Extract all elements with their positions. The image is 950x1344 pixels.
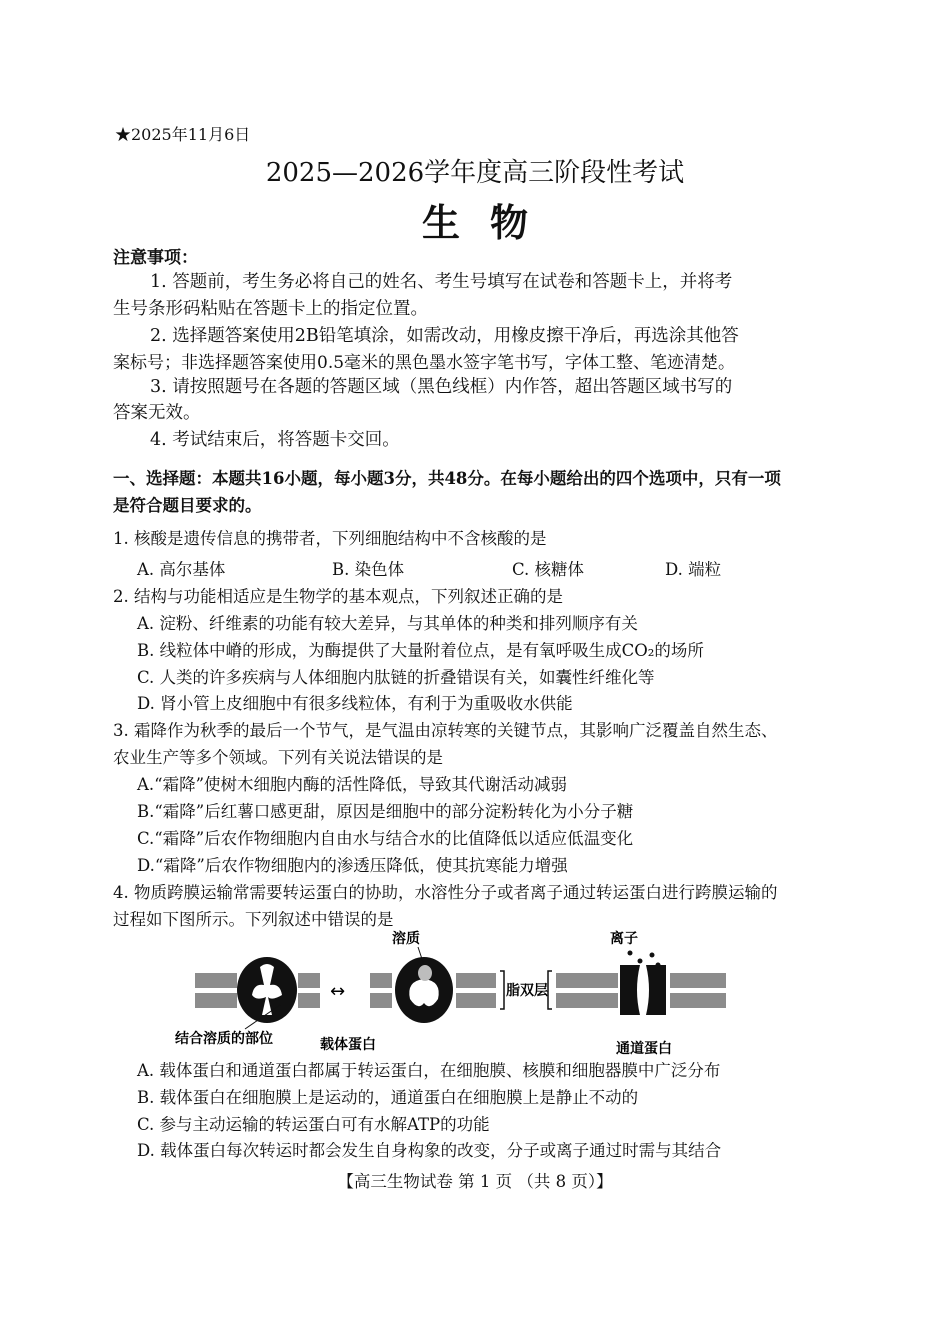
notice-line-3: 2. 选择题答案使用2B铅笔填涂，如需改动，用橡皮擦干净后，再选涂其他答 [150, 326, 739, 346]
q2-option-d: D. 肾小管上皮细胞中有很多线粒体，有利于为重吸收水供能 [137, 694, 573, 713]
solute-molecule-icon [418, 965, 432, 981]
q2-stem: 2. 结构与功能相适应是生物学的基本观点，下列叙述正确的是 [113, 587, 563, 606]
q1-option-b: B. 染色体 [332, 560, 405, 579]
q3-option-a: A.“霜降”使树木细胞内酶的活性降低，导致其代谢活动减弱 [137, 775, 568, 794]
q4-option-d: D. 载体蛋白每次转运时都会发生自身构象的改变，分子或离子通过时需与其结合 [137, 1141, 722, 1160]
q1-stem: 1. 核酸是遗传信息的携带者，下列细胞结构中不含核酸的是 [113, 529, 547, 548]
q3-option-b: B.“霜降”后红薯口感更甜，原因是细胞中的部分淀粉转化为小分子糖 [137, 802, 634, 821]
q2-option-b: B. 线粒体中嵴的形成，为酶提供了大量附着位点，是有氧呼吸生成CO₂的场所 [137, 641, 704, 660]
q3-option-d: D.“霜降”后农作物细胞内的渗透压降低，使其抗寒能力增强 [137, 856, 568, 875]
q3-option-c: C.“霜降”后农作物细胞内自由水与结合水的比值降低以适应低温变化 [137, 829, 634, 848]
q2-option-a: A. 淀粉、纤维素的功能有较大差异，与其单体的种类和排列顺序有关 [137, 614, 638, 633]
notice-line-4: 案标号；非选择题答案使用0.5毫米的黑色墨水签字笔书写，字体工整、笔迹清楚。 [113, 353, 736, 373]
q4-option-c: C. 参与主动运输的转运蛋白可有水解ATP的功能 [137, 1115, 490, 1134]
q4-option-b: B. 载体蛋白在细胞膜上是运动的，通道蛋白在细胞膜上是静止不动的 [137, 1088, 639, 1107]
transport-protein-figure [160, 925, 760, 1055]
section-heading-line-1: 一、选择题：本题共16小题，每小题3分，共48分。在每小题给出的四个选项中，只有一项 [113, 469, 781, 488]
q4-option-a: A. 载体蛋白和通道蛋白都属于转运蛋白，在细胞膜、核膜和细胞器膜中广泛分布 [137, 1061, 721, 1080]
subject-title: 生物 [421, 200, 558, 245]
q2-option-c: C. 人类的许多疾病与人体细胞内肽链的折叠错误有关，如囊性纤维化等 [137, 668, 655, 687]
notice-line-5: 3. 请按照题号在各题的答题区域（黑色线框）内作答，超出答题区域书写的 [150, 377, 733, 397]
label-solute: 溶质 [392, 931, 420, 947]
carrier-protein-bound-icon [395, 957, 453, 1023]
section-heading-line-2: 是符合题目要求的。 [113, 496, 262, 515]
label-lipid-bilayer: 脂双层 [506, 983, 548, 999]
label-channel-protein: 通道蛋白 [616, 1041, 672, 1055]
label-binding-site: 结合溶质的部位 [175, 1031, 273, 1047]
notice-line-6: 答案无效。 [113, 403, 201, 423]
q3-stem-line-2: 农业生产等多个领域。下列有关说法错误的是 [113, 748, 443, 767]
carrier-protein-open-icon [237, 957, 297, 1023]
q4-stem-line-2: 过程如下图所示。下列叙述中错误的是 [113, 910, 394, 929]
q4-stem-line-1: 4. 物质跨膜运输常需要转运蛋白的协助，水溶性分子或者离子通过转运蛋白进行跨膜运输的 [113, 883, 778, 902]
notice-line-1: 1. 答题前，考生务必将自己的姓名、考生号填写在试卷和答题卡上，并将考 [150, 272, 733, 292]
notice-line-7: 4. 考试结束后，将答题卡交回。 [150, 430, 400, 450]
page-footer: 【高三生物试卷 第 1 页 （共 8 页）】 [337, 1172, 613, 1191]
q1-option-d: D. 端粒 [665, 560, 722, 579]
q1-option-a: A. 高尔基体 [137, 560, 226, 579]
notice-heading: 注意事项： [113, 248, 198, 268]
membrane-right [556, 973, 726, 1008]
exam-date: ★2025年11月6日 [115, 125, 251, 144]
double-arrow-icon: ↔ [330, 981, 346, 1002]
notice-line-2: 生号条形码粘贴在答题卡上的指定位置。 [113, 299, 428, 319]
label-carrier-protein: 载体蛋白 [320, 1037, 376, 1053]
q3-stem-line-1: 3. 霜降作为秋季的最后一个节气，是气温由凉转寒的关键节点，其影响广泛覆盖自然生态、 [113, 721, 778, 740]
ion-dots-icon [628, 951, 661, 968]
label-ion: 离子 [610, 931, 638, 947]
channel-protein-icon [620, 965, 666, 1015]
exam-title: 2025—2026学年度高三阶段性考试 [265, 158, 685, 188]
q1-option-c: C. 核糖体 [512, 560, 585, 579]
